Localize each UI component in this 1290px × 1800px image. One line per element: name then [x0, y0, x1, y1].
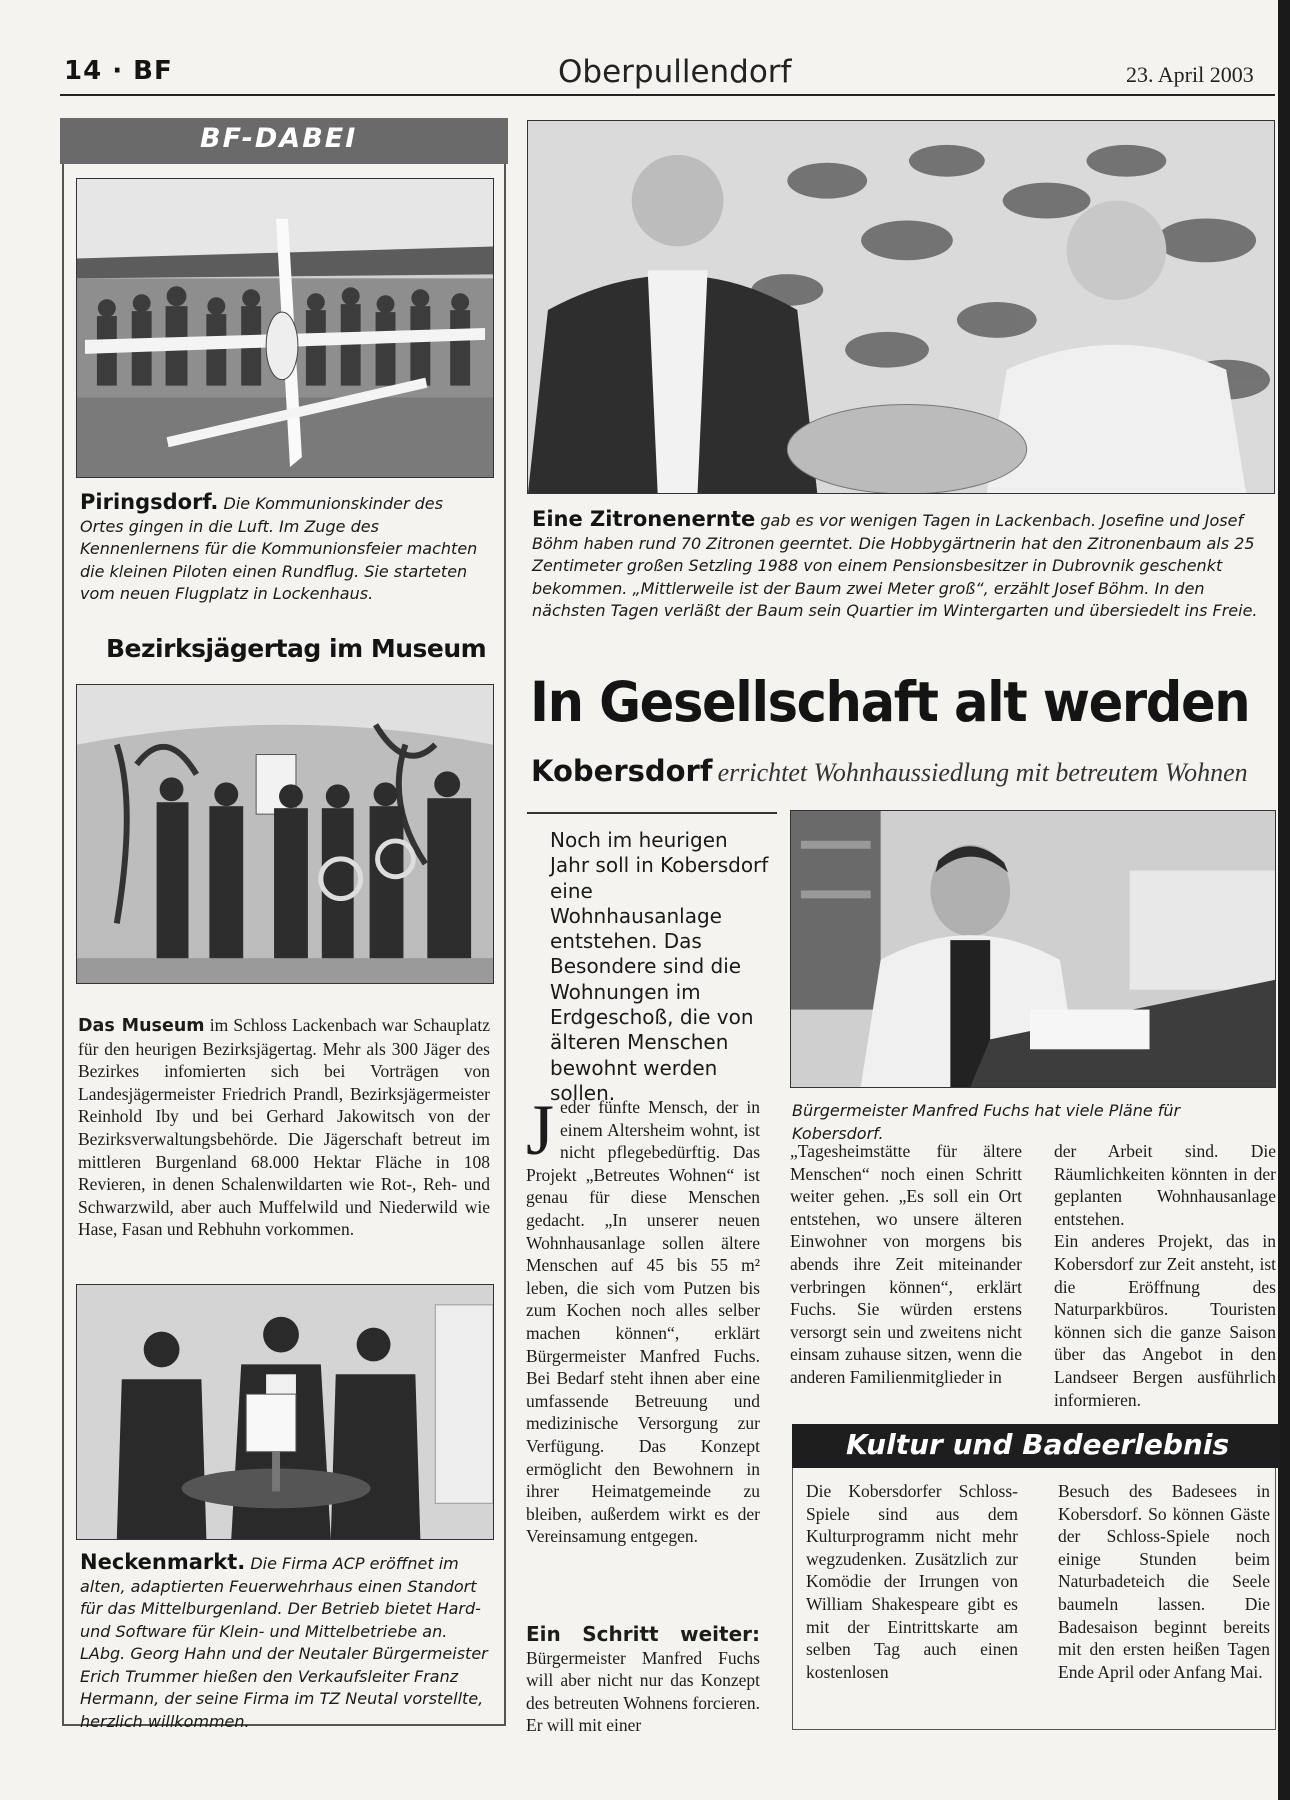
photo-acp-opening [76, 1284, 494, 1540]
neckenmarkt-caption: Die Firma ACP eröffnet im alten, adaptierten Feuerwehrhaus einen Standort für das Mittelburgenland. Der Betrieb bietet Hard- und Software für Klein- und Mittelbetriebe an. LAbg. Georg Hahn und der Neutaler Bürgermeister Erich Trummer hießen den Verkaufsleiter Franz Hermann, der seine Firma im TZ Neutal vorstellte, herzlich willkommen. [80, 1554, 488, 1731]
lemon-lead: Eine Zitronenernte [532, 507, 756, 531]
main-headline: In Gesellschaft alt werden [530, 670, 1250, 734]
article-teaser: Noch im heurigen Jahr soll in Kobersdorf eine Wohnhausanlage entstehen. Das Besondere sind die Wohnungen im Erdgeschoß, die von älteren Menschen bewohnt werden sollen. [550, 828, 769, 1105]
kultur-title: Kultur und Badeerlebnis [846, 1428, 1230, 1461]
kultur-col2: Besuch des Badesees in Kobersdorf. So können Gäste der Schloss-Spiele noch einige Stunden beim Naturbadeteich die Seele baumeln lassen. Die Badesaison beginnt bereits mit den ersten heißen Tagen Ende April oder Anfang Mai. [1058, 1481, 1270, 1682]
photo-hunters-museum [76, 684, 494, 984]
section-title: Oberpullendorf [558, 54, 792, 90]
lemon-caption: gab es vor wenigen Tagen in Lackenbach. Josefine und Josef Böhm haben rund 70 Zitronen geerntet. Die Hobbygärtnerin hat den Zitronenbaum als 25 Zentimeter großen Setzling 1988 von einem Pensionsbesitzer in Dubrovnik geschenkt bekommen. „Mittlerweile ist der Baum zwei Meter groß“, erzählt Josef Böhm. In den nächsten Tagen verläßt der Baum sein Quartier im Wintergarten und übersiedelt ins Freie. [532, 511, 1258, 620]
piringsdorf-caption: Die Kommunionskinder des Ortes gingen in die Luft. Im Zuge des Kennenlernens für die Kommunionsfeier machten die kleinen Piloten einen Rundflug. Sie starteten vom neuen Flugplatz in Lockenhaus. [80, 494, 478, 603]
article-subhead-schritt: Ein Schritt weiter: [526, 1622, 760, 1646]
kultur-col1: Die Kobersdorfer Schloss-Spiele sind aus dem Kulturprogramm nicht mehr wegzudenken. Zusätzlich zur Komödie der Irrungen von William Shakespeare gibt es mit der Eintrittskarte am selben Tag auch einen kostenlosen [806, 1481, 1018, 1682]
article-col3-text: der Arbeit sind. Die Räumlichkeiten könnten in der geplanten Wohnhausanlage entstehen. [1054, 1141, 1276, 1229]
museum-lead: Das Museum [78, 1016, 205, 1036]
article-col2-text: „Tagesheimstätte für ältere Menschen“ noch einen Schritt weiter gehen. „Es soll ein Ort entstehen, wo unsere älteren Einwohner von morgens bis abends ihre Zeit miteinander verbringen können“, erklärt Fuchs. Sie würden erstens versorgt sein und zweitens nicht einsam zuhause sitzen, wenn die anderen Familienmitglieder in [790, 1141, 1022, 1387]
subhead-place: Kobersdorf [531, 754, 713, 788]
photo-glider-children [76, 178, 494, 478]
article-col3-text2: Ein anderes Projekt, das in Kobersdorf zur Zeit ansteht, ist die Eröffnung des Naturparkbüros. Touristen können sich die ganze Saison über das Angebot in den Landseer Bergen ausführlich informieren. [1054, 1231, 1276, 1410]
bf-dabei-banner [60, 118, 508, 164]
article-col1-text: eder fünfte Mensch, der in einem Altersheim wohnt, ist nicht pflegebedürftig. Das Projekt „Betreutes Wohnen“ ist genau für diese Menschen gedacht. „In unserer neuen Wohnhausanlage sollen ältere Menschen auf 45 bis 55 m² leben, die sich vom Putzen bis zum Kochen noch alles selber machen können“, erklärt Bürgermeister Manfred Fuchs. Bei Bedarf steht ihnen aber eine umfassende Betreuung und medizinische Versorgung zur Verfügung. Das Konzept ermöglicht den Bewohnern in ihrer Heimatgemeinde zu bleiben, außerdem wirkt es der Vereinsamung entgegen. [526, 1097, 760, 1547]
page-number: 14 · BF [64, 56, 173, 86]
subhead-text: errichtet Wohnhaussiedlung mit betreutem Wohnen [717, 758, 1248, 787]
photo-lemon-harvest [527, 120, 1275, 494]
teaser-rule [527, 812, 777, 814]
museum-headline: Bezirksjägertag im Museum [106, 634, 487, 663]
neckenmarkt-lead: Neckenmarkt. [80, 1550, 246, 1574]
article-col1-text2: Bürgermeister Manfred Fuchs will aber nicht nur das Konzept des betreuten Wohnens forcieren. Er will mit einer [526, 1647, 760, 1736]
page-edge-shadow [1278, 0, 1290, 1800]
museum-text: im Schloss Lackenbach war Schauplatz für den heurigen Bezirksjägertag. Mehr als 300 Jäger des Bezirkes infomierten sich bei Vorträgen von Landesjägermeister Friedrich Prandl, Bezirksjägermeister Reinhold Iby und bei Gerhard Jakowitsch von der Bezirksverwaltungsbehörde. Die Jägerschaft betreut im mittleren Burgenland 68.000 Hektar Fläche in 108 Revieren, in denen Schalenwildarten wie Rot-, Reh- und Schwarzwild, aber auch Muffelwild und Niederwild wie Hase, Fasan und Rebhuhn vorkommen. [78, 1015, 491, 1240]
issue-date: 23. April 2003 [1126, 62, 1254, 87]
photo-mayor-fuchs [790, 810, 1276, 1088]
dropcap-letter: J [526, 1090, 555, 1170]
mayor-caption: Bürgermeister Manfred Fuchs hat viele Pläne für Kobersdorf. [792, 1101, 1181, 1143]
bf-dabei-title: BF-DABEI [200, 123, 358, 154]
piringsdorf-lead: Piringsdorf. [80, 490, 219, 514]
kultur-banner [792, 1424, 1280, 1468]
main-subhead [531, 754, 1248, 788]
header-rule [60, 94, 1275, 96]
